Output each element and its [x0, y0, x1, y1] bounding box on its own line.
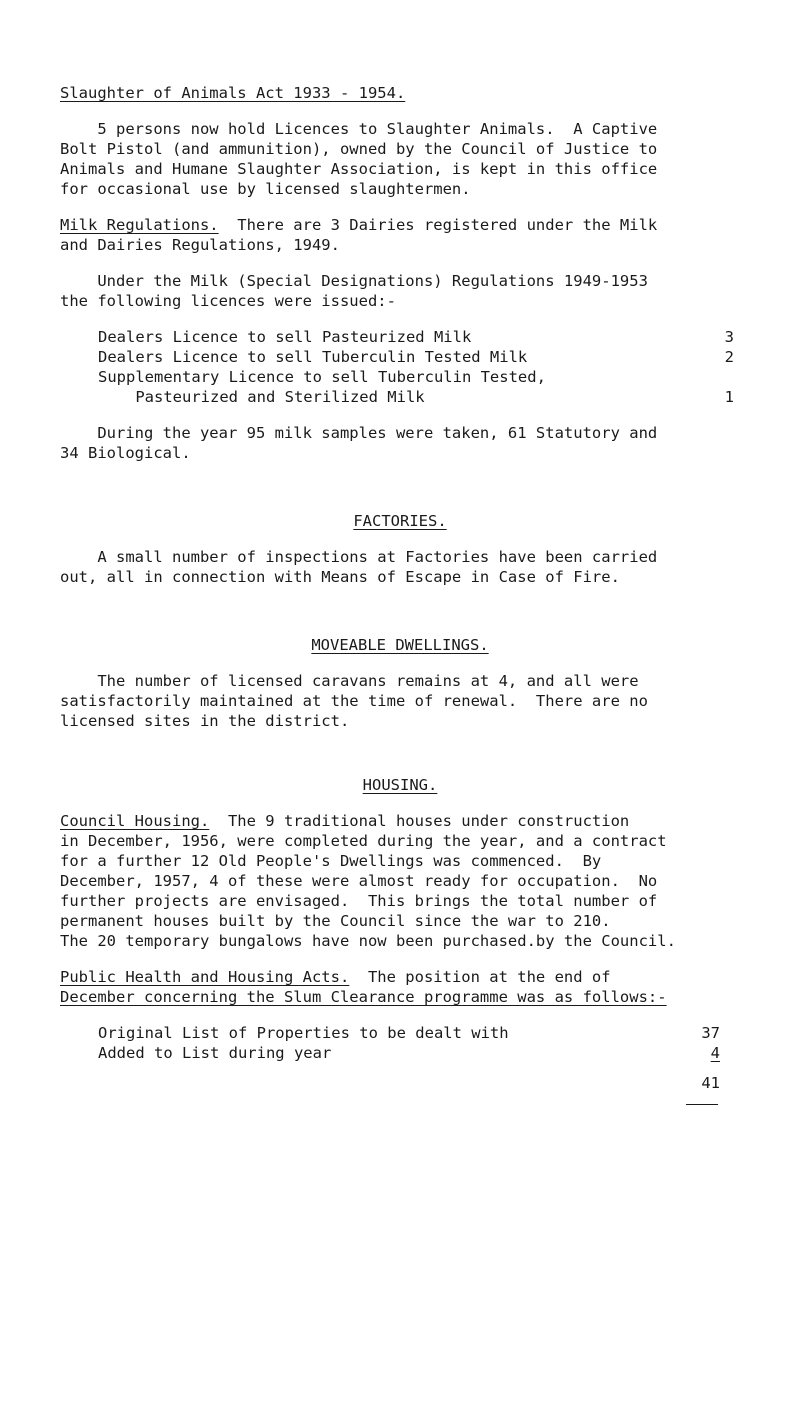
moveable-line: satisfactorily maintained at the time of renewal. There are no: [60, 692, 648, 710]
special-line: the following licences were issued:-: [60, 292, 396, 310]
samples-line: 34 Biological.: [60, 444, 191, 462]
slum-total: 41: [701, 1074, 720, 1092]
public-line: The position at the end of: [349, 968, 611, 986]
milk-line: and Dairies Regulations, 1949.: [60, 236, 340, 254]
slaughter-line: Animals and Humane Slaughter Association, is kept in this office: [60, 160, 658, 178]
licence-count: 1: [724, 388, 734, 406]
council-line: in December, 1956, were completed during the year, and a contract: [60, 832, 667, 850]
milk-paragraph: [60, 216, 657, 235]
housing-heading: HOUSING.: [362, 776, 438, 794]
slum-row-count: 4: [710, 1044, 720, 1062]
slaughter-line: for occasional use by licensed slaughtermen.: [60, 180, 471, 198]
licence-label: Pasteurized and Sterilized Milk: [98, 388, 425, 406]
licence-count: 2: [724, 348, 734, 366]
council-line: further projects are envisaged. This brings the total number of: [60, 892, 658, 910]
slum-row-label: Added to List during year: [98, 1044, 332, 1062]
slaughter-line: Bolt Pistol (and ammunition), owned by the Council of Justice to: [60, 140, 658, 158]
special-line: Under the Milk (Special Designations) Regulations 1949-1953: [60, 272, 648, 290]
moveable-line: licensed sites in the district.: [60, 712, 350, 730]
milk-line: There are 3 Dairies registered under the Milk: [218, 216, 658, 234]
public-health-heading: Public Health and Housing Acts.: [60, 968, 350, 986]
licence-label: Dealers Licence to sell Tuberculin Tested Milk: [98, 348, 528, 366]
moveable-line: The number of licensed caravans remains at 4, and all were: [60, 672, 639, 690]
slum-row-count: 37: [701, 1024, 720, 1042]
factories-line: A small number of inspections at Factories have been carried: [60, 548, 658, 566]
public-paragraph: [60, 968, 611, 987]
licence-label: Supplementary Licence to sell Tuberculin Tested,: [98, 368, 546, 386]
council-paragraph: [60, 812, 629, 831]
factories-line: out, all in connection with Means of Escape in Case of Fire.: [60, 568, 620, 586]
public-line: December concerning the Slum Clearance programme was as follows:-: [60, 988, 667, 1006]
council-housing-heading: Council Housing.: [60, 812, 210, 830]
council-line: for a further 12 Old People's Dwellings was commenced. By: [60, 852, 602, 870]
moveable-heading: MOVEABLE DWELLINGS.: [311, 636, 489, 654]
slaughter-heading: Slaughter of Animals Act 1933 - 1954.: [60, 84, 406, 102]
factories-heading: FACTORIES.: [353, 512, 447, 530]
licence-count: 3: [724, 328, 734, 346]
slum-row-label: Original List of Properties to be dealt with: [98, 1024, 509, 1042]
slaughter-line: 5 persons now hold Licences to Slaughter Animals. A Captive: [60, 120, 658, 138]
council-line: permanent houses built by the Council since the war to 210.: [60, 912, 611, 930]
total-double-rule: [686, 1104, 718, 1105]
council-line: The 9 traditional houses under construction: [209, 812, 630, 830]
council-line: December, 1957, 4 of these were almost ready for occupation. No: [60, 872, 658, 890]
council-line: The 20 temporary bungalows have now been purchased.by the Council.: [60, 932, 676, 950]
milk-heading: Milk Regulations.: [60, 216, 219, 234]
samples-line: During the year 95 milk samples were taken, 61 Statutory and: [60, 424, 658, 442]
licence-label: Dealers Licence to sell Pasteurized Milk: [98, 328, 472, 346]
